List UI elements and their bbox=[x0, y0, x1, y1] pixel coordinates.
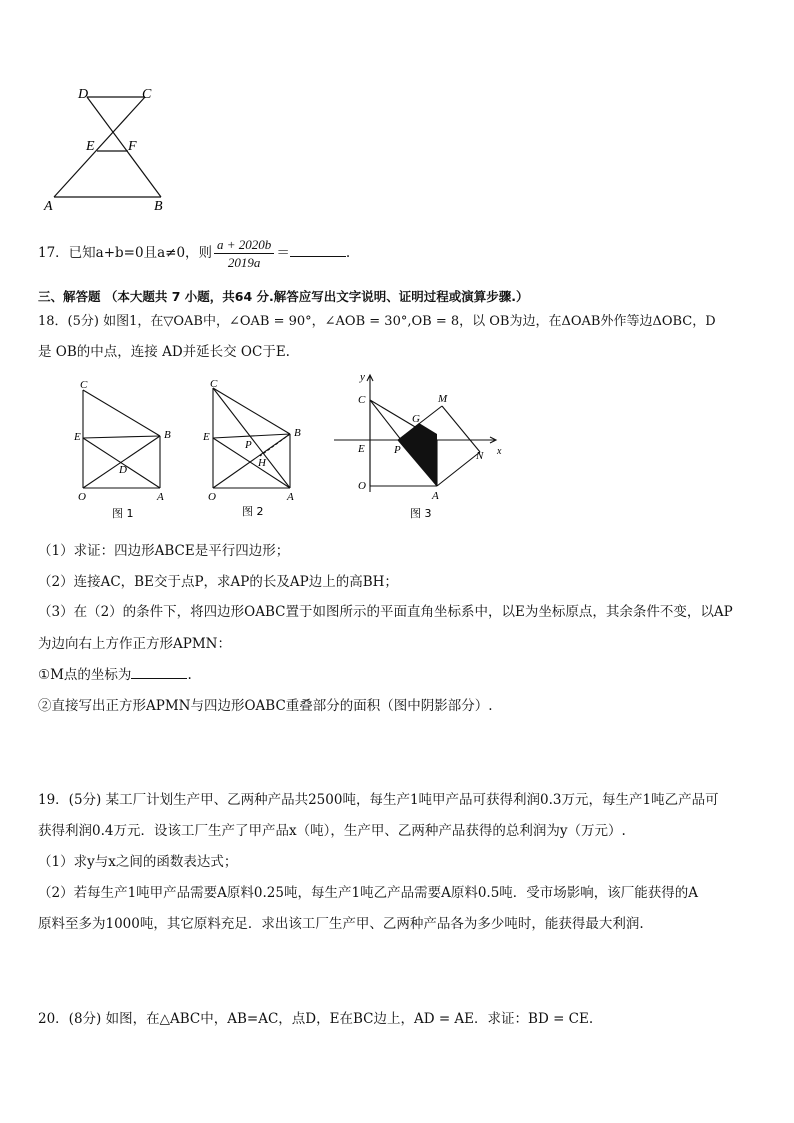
figure-3 bbox=[330, 372, 505, 524]
svg-text:B: B bbox=[439, 444, 446, 456]
q18-part3-line2: 为边向右上方作正方形APMN： bbox=[38, 636, 231, 652]
svg-text:P: P bbox=[394, 444, 401, 456]
q19-part2-line1: （2）若每生产1吨甲产品需要A原料0.25吨，每生产1吨乙产品需要A原料0.5吨．受市场影响，该厂能获得的A bbox=[38, 885, 699, 901]
label-a: A bbox=[44, 199, 53, 214]
figure-2 bbox=[200, 378, 315, 523]
shaded-overlap bbox=[398, 423, 437, 486]
q19-part1: （1）求y与x之间的函数表达式； bbox=[38, 854, 238, 870]
figure-1-caption: 图 1 bbox=[112, 507, 134, 520]
q18-part1: （1）求证：四边形ABCE是平行四边形； bbox=[38, 543, 290, 559]
figure-2-caption: 图 2 bbox=[242, 505, 264, 518]
q17-fraction: $\frac{a + 2020b}{2019a}$ bbox=[214, 236, 274, 271]
label-b: B bbox=[154, 199, 163, 214]
svg-text:H: H bbox=[258, 457, 266, 469]
svg-text:M: M bbox=[438, 393, 448, 405]
q18-line2: 是 OB的中点，连接 AD并延长交 OC于E. bbox=[38, 344, 290, 360]
q18-part3-m: ①M点的坐标为 . bbox=[38, 667, 192, 683]
svg-text:A: A bbox=[157, 491, 164, 503]
label-c: C bbox=[142, 87, 152, 102]
svg-text:D: D bbox=[119, 464, 127, 476]
svg-text:B: B bbox=[164, 429, 171, 441]
svg-text:G: G bbox=[412, 413, 420, 425]
svg-text:P: P bbox=[245, 439, 252, 451]
hourglass-figure bbox=[40, 82, 180, 217]
svg-text:E: E bbox=[74, 431, 81, 443]
svg-text:O: O bbox=[358, 480, 366, 492]
answer-blank bbox=[290, 244, 346, 257]
q18-part3-area: ②直接写出正方形APMN与四边形OABC重叠部分的面积（图中阴影部分）. bbox=[38, 698, 493, 714]
svg-text:B: B bbox=[294, 427, 301, 439]
answer-blank bbox=[131, 666, 187, 679]
label-e: E bbox=[86, 139, 95, 154]
svg-text:C: C bbox=[358, 394, 366, 406]
svg-text:E: E bbox=[358, 443, 365, 455]
q19-line2: 获得利润0.4万元．设该工厂生产了甲产品x（吨），生产甲、乙两种产品获得的总利润为y（万元）. bbox=[38, 823, 626, 839]
q18-line1: 18．(5分) 如图1，在▽OAB中，∠OAB = 90°，∠AOB = 30°,OB = 8，以 OB为边，在ΔOAB外作等边ΔOBC，D bbox=[38, 314, 716, 329]
svg-text:x: x bbox=[497, 446, 502, 457]
q18-part2: （2）连接AC，BE交于点P，求AP的长及AP边上的高BH； bbox=[38, 574, 398, 590]
figure-3-caption: 图 3 bbox=[410, 507, 432, 520]
label-f: F bbox=[128, 139, 137, 154]
q19-line1: 19．(5分) 某工厂计划生产甲、乙两种产品共2500吨，每生产1吨甲产品可获得利润0.3万元，每生产1吨乙产品可 bbox=[38, 792, 719, 808]
section-3-title: 三、解答题 （本大题共 7 小题，共64 分.解答应写出文字说明、证明过程或演算步骤.） bbox=[38, 289, 529, 304]
q19-part2-line2: 原料至多为1000吨，其它原料充足．求出该工厂生产甲、乙两种产品各为多少吨时，能获得最大利润. bbox=[38, 916, 644, 932]
q18-part3-line1: （3）在（2）的条件下，将四边形OABC置于如图所示的平面直角坐标系中，以E为坐标原点，其余条件不变，以AP bbox=[38, 604, 733, 620]
svg-text:y: y bbox=[360, 372, 365, 383]
label-d: D bbox=[78, 87, 89, 102]
svg-text:C: C bbox=[210, 378, 218, 390]
svg-text:N: N bbox=[476, 450, 484, 462]
svg-text:A: A bbox=[432, 490, 439, 502]
svg-text:C: C bbox=[80, 379, 88, 391]
figure-1 bbox=[70, 378, 185, 523]
q17-text: 17．已知a+b=0且a≠0，则 bbox=[38, 245, 213, 261]
svg-text:E: E bbox=[203, 431, 210, 443]
question-17: 17．已知a+b=0且a≠0，则 $\frac{a + 2020b}{2019a}$ ＝ . bbox=[38, 237, 351, 270]
svg-text:O: O bbox=[78, 491, 86, 503]
svg-text:A: A bbox=[287, 491, 294, 503]
q20-line1: 20．(8分) 如图，在△ABC中，AB=AC，点D，E在BC边上，AD = AE．求证：BD = CE. bbox=[38, 1011, 594, 1027]
svg-text:O: O bbox=[208, 491, 216, 503]
